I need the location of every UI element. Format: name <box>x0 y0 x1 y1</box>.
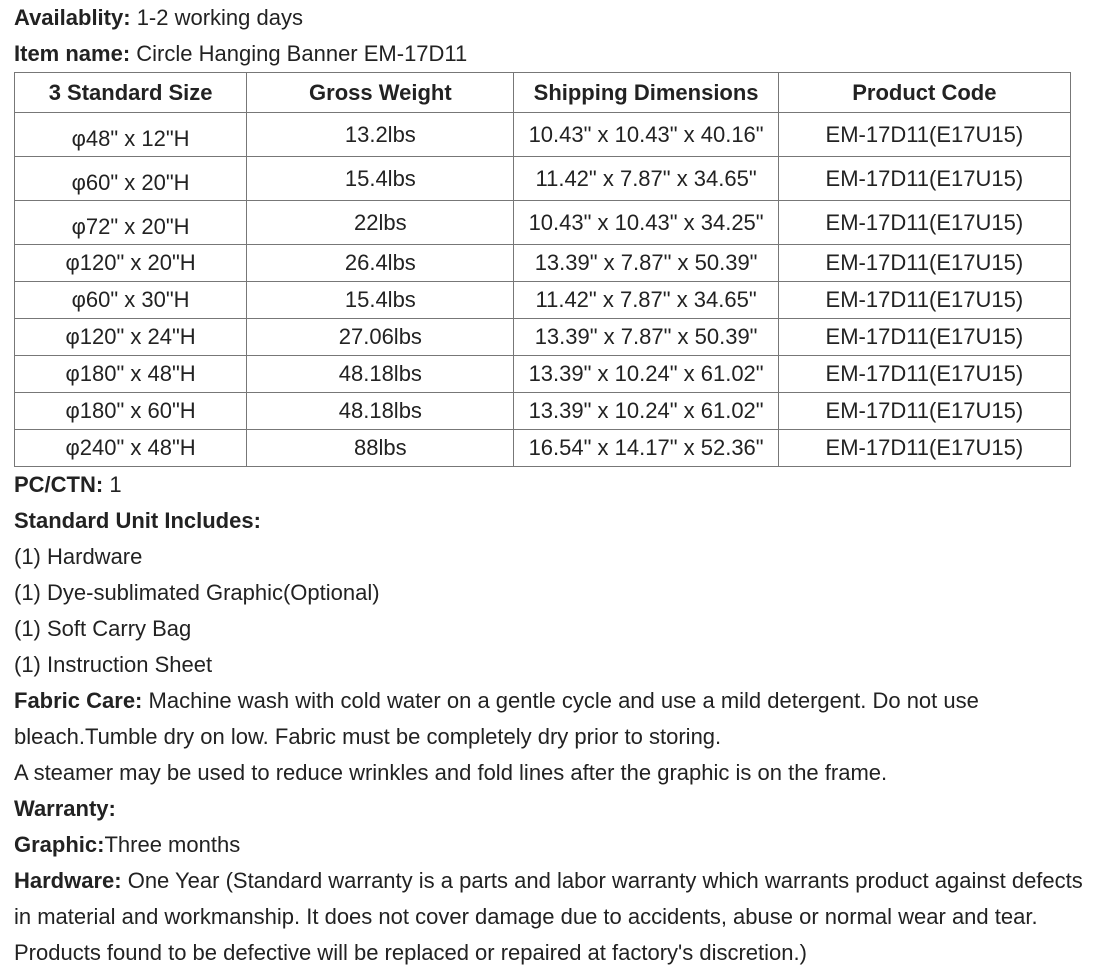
table-row <box>15 282 1071 319</box>
warranty-hardware-paragraph <box>14 863 1084 971</box>
standard-unit-heading-text: Standard Unit Includes: <box>14 508 261 533</box>
item-name-label: Item name: <box>14 41 131 66</box>
warranty-hardware-label: Hardware: <box>14 868 122 893</box>
cell-dimensions: 13.39" x 10.24" x 61.02" <box>514 393 778 430</box>
table-row <box>15 245 1071 282</box>
cell-dimensions: 13.39" x 10.24" x 61.02" <box>514 356 778 393</box>
warranty-graphic-label: Graphic: <box>14 832 105 857</box>
cell-size: φ60" x 20"H <box>15 157 247 201</box>
cell-size: φ72" x 20"H <box>15 201 247 245</box>
fabric-care-text: Machine wash with cold water on a gentle cycle and use a mild detergent. Do not use bleach.Tumble dry on low. Fabric must be completely dry prior to storing. <box>14 688 979 749</box>
cell-weight: 48.18lbs <box>247 356 514 393</box>
cell-product-code: EM-17D11(E17U15) <box>778 282 1070 319</box>
list-item: (1) Hardware <box>14 544 143 569</box>
cell-dimensions: 10.43" x 10.43" x 34.25" <box>514 201 778 245</box>
cell-product-code: EM-17D11(E17U15) <box>778 430 1070 467</box>
cell-product-code: EM-17D11(E17U15) <box>778 319 1070 356</box>
cell-size: φ48" x 12"H <box>15 113 247 157</box>
warranty-graphic-value: Three months <box>104 832 241 857</box>
table-row <box>15 430 1071 467</box>
table-row <box>15 157 1071 201</box>
cell-product-code: EM-17D11(E17U15) <box>778 356 1070 393</box>
table-row <box>15 319 1071 356</box>
availability-label: Availablity: <box>14 5 131 30</box>
pc-ctn-label: PC/CTN: <box>14 472 104 497</box>
table-row <box>15 113 1071 157</box>
cell-dimensions: 10.43" x 10.43" x 40.16" <box>514 113 778 157</box>
cell-dimensions: 11.42" x 7.87" x 34.65" <box>514 282 778 319</box>
header-size: 3 Standard Size <box>15 73 247 113</box>
cell-weight: 15.4lbs <box>247 282 514 319</box>
warranty-graphic-line <box>14 827 1104 863</box>
cell-size: φ120" x 24"H <box>15 319 247 356</box>
cell-dimensions: 13.39" x 7.87" x 50.39" <box>514 319 778 356</box>
list-item: (1) Instruction Sheet <box>14 652 213 677</box>
pc-ctn-value: 1 <box>103 472 122 497</box>
cell-size: φ120" x 20"H <box>15 245 247 282</box>
cell-weight: 27.06lbs <box>247 319 514 356</box>
table-row <box>15 201 1071 245</box>
product-spec-document <box>14 0 1104 971</box>
cell-size: φ240" x 48"H <box>15 430 247 467</box>
cell-size: φ180" x 60"H <box>15 393 247 430</box>
cell-weight: 48.18lbs <box>247 393 514 430</box>
warranty-hardware-value: One Year (Standard warranty is a parts and labor warranty which warrants product against defects in material and workmanship. It does not cover damage due to accidents, abuse or normal wear and tear. Products found to be defective will be replaced or repaired at factory's discretion.) <box>14 868 1083 965</box>
cell-product-code: EM-17D11(E17U15) <box>778 113 1070 157</box>
item-name-value: Circle Hanging Banner EM-17D11 <box>136 41 468 66</box>
header-dimensions: Shipping Dimensions <box>514 73 778 113</box>
pc-ctn-line <box>14 467 1104 503</box>
cell-product-code: EM-17D11(E17U15) <box>778 245 1070 282</box>
cell-weight: 13.2lbs <box>247 113 514 157</box>
cell-dimensions: 16.54" x 14.17" x 52.36" <box>514 430 778 467</box>
table-row <box>15 356 1071 393</box>
cell-product-code: EM-17D11(E17U15) <box>778 157 1070 201</box>
standard-unit-heading <box>14 503 1104 539</box>
size-spec-table <box>14 72 1071 467</box>
list-item: (1) Soft Carry Bag <box>14 616 192 641</box>
fabric-care-label: Fabric Care: <box>14 688 143 713</box>
cell-size: φ180" x 48"H <box>15 356 247 393</box>
fabric-care-paragraph <box>14 683 1084 755</box>
cell-dimensions: 11.42" x 7.87" x 34.65" <box>514 157 778 201</box>
cell-product-code: EM-17D11(E17U15) <box>778 201 1070 245</box>
cell-weight: 15.4lbs <box>247 157 514 201</box>
header-weight: Gross Weight <box>247 73 514 113</box>
cell-product-code: EM-17D11(E17U15) <box>778 393 1070 430</box>
header-product-code: Product Code <box>778 73 1070 113</box>
warranty-heading <box>14 791 1104 827</box>
item-name-line <box>14 36 1104 72</box>
warranty-heading-text: Warranty: <box>14 796 116 821</box>
fabric-care-note: A steamer may be used to reduce wrinkles and fold lines after the graphic is on the frame. <box>14 760 888 785</box>
cell-weight: 22lbs <box>247 201 514 245</box>
cell-weight: 26.4lbs <box>247 245 514 282</box>
table-row <box>15 393 1071 430</box>
cell-weight: 88lbs <box>247 430 514 467</box>
availability-line <box>14 0 1104 36</box>
list-item: (1) Dye-sublimated Graphic(Optional) <box>14 580 380 605</box>
cell-dimensions: 13.39" x 7.87" x 50.39" <box>514 245 778 282</box>
table-header-row <box>15 73 1071 113</box>
cell-size: φ60" x 30"H <box>15 282 247 319</box>
availability-value: 1-2 working days <box>136 5 303 30</box>
